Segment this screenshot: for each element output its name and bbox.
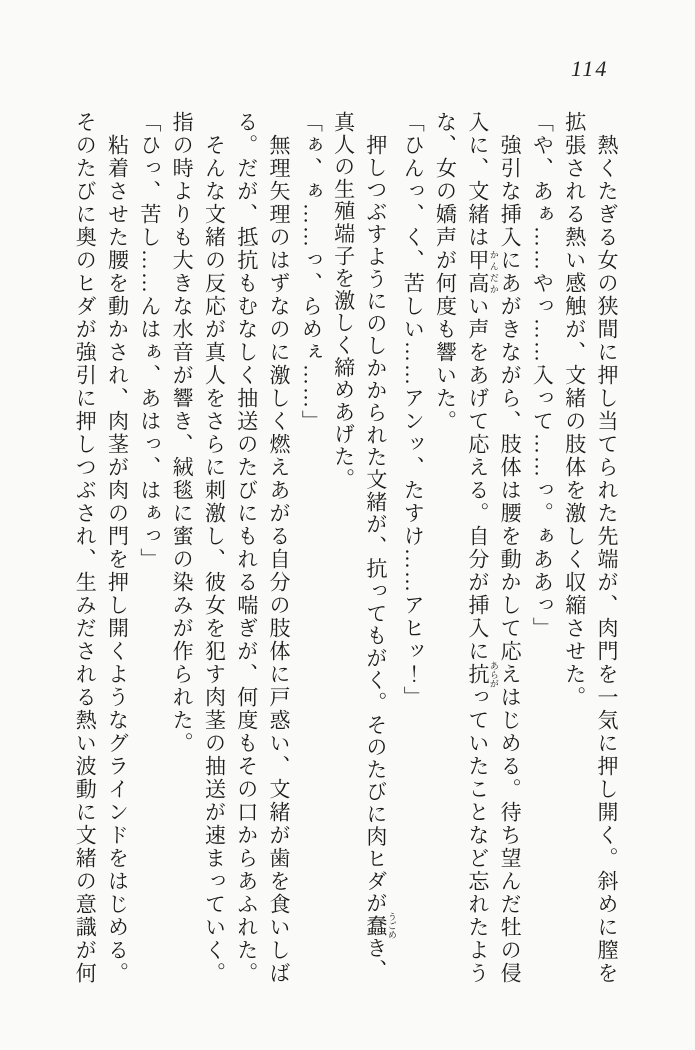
paragraph: 「ひんっ、く、苦しい……アンッ、たすけ……アヒッ！」: [401, 111, 426, 709]
page-number: 114: [571, 56, 609, 81]
text-block: [67, 111, 623, 991]
paragraph: 粘着させた腰を動かされ、肉茎が肉の門を押し開くようなグラインドをはじめる。そのたびに奥のヒダが強引に押しつぶされ、生みだされる熱い波動に文緒の意識が何: [73, 111, 130, 985]
paragraph: 「や、あぁ……やっ……入って……っ。ぁああっ」: [530, 111, 555, 640]
paragraph: 「ひっ、苦し……んはぁ、あはっ、はぁっ」: [137, 111, 162, 571]
paragraph: 熱くたぎる女の狭間に押し当てられた先端が、肉門を一気に押し開く。斜めに膣を拡張される熱い感触が、文緒の肢体を激しく収縮させた。: [562, 111, 619, 985]
paragraph: そんな文緒の反応が真人をさらに刺激し、彼女を犯す肉茎の抽送が速まっていく。指の時よりも大きな水音が響き、絨毯に蜜の染みが作られた。: [170, 111, 227, 985]
paragraph: 強引な挿入にあがきながら、肢体は腰を動かして応えはじめる。待ち望んだ牡の侵入に、文緒は甲高 かんだかい声をあげて応える。自分が挿入に抗 あらがっていたことなど忘れたような、女の嬌声が何度も響いた。: [433, 111, 523, 985]
furigana-term: 蠢 うごめ: [363, 912, 397, 940]
paragraph: 押しつぶすようにのしかかられた文緒が、抗ってもがく。そのたびに肉ヒダが蠢 うごめき、真人の生殖端子を激しく締めあげた。: [331, 111, 397, 982]
furigana-term: 抗 あらが: [465, 661, 499, 688]
furigana-term: 甲高 かんだか: [465, 249, 499, 295]
paragraph: 無理矢理のはずなのに激しく燃えあがる自分の肢体に戸惑い、文緒が歯を食いしばる。だが、抵抗もむなしく抽送のたびにもれる喘ぎが、何度もその口からあふれた。: [234, 111, 292, 985]
paragraph: 「ぁ、ぁ……っ、らめぇ……」: [299, 111, 324, 433]
